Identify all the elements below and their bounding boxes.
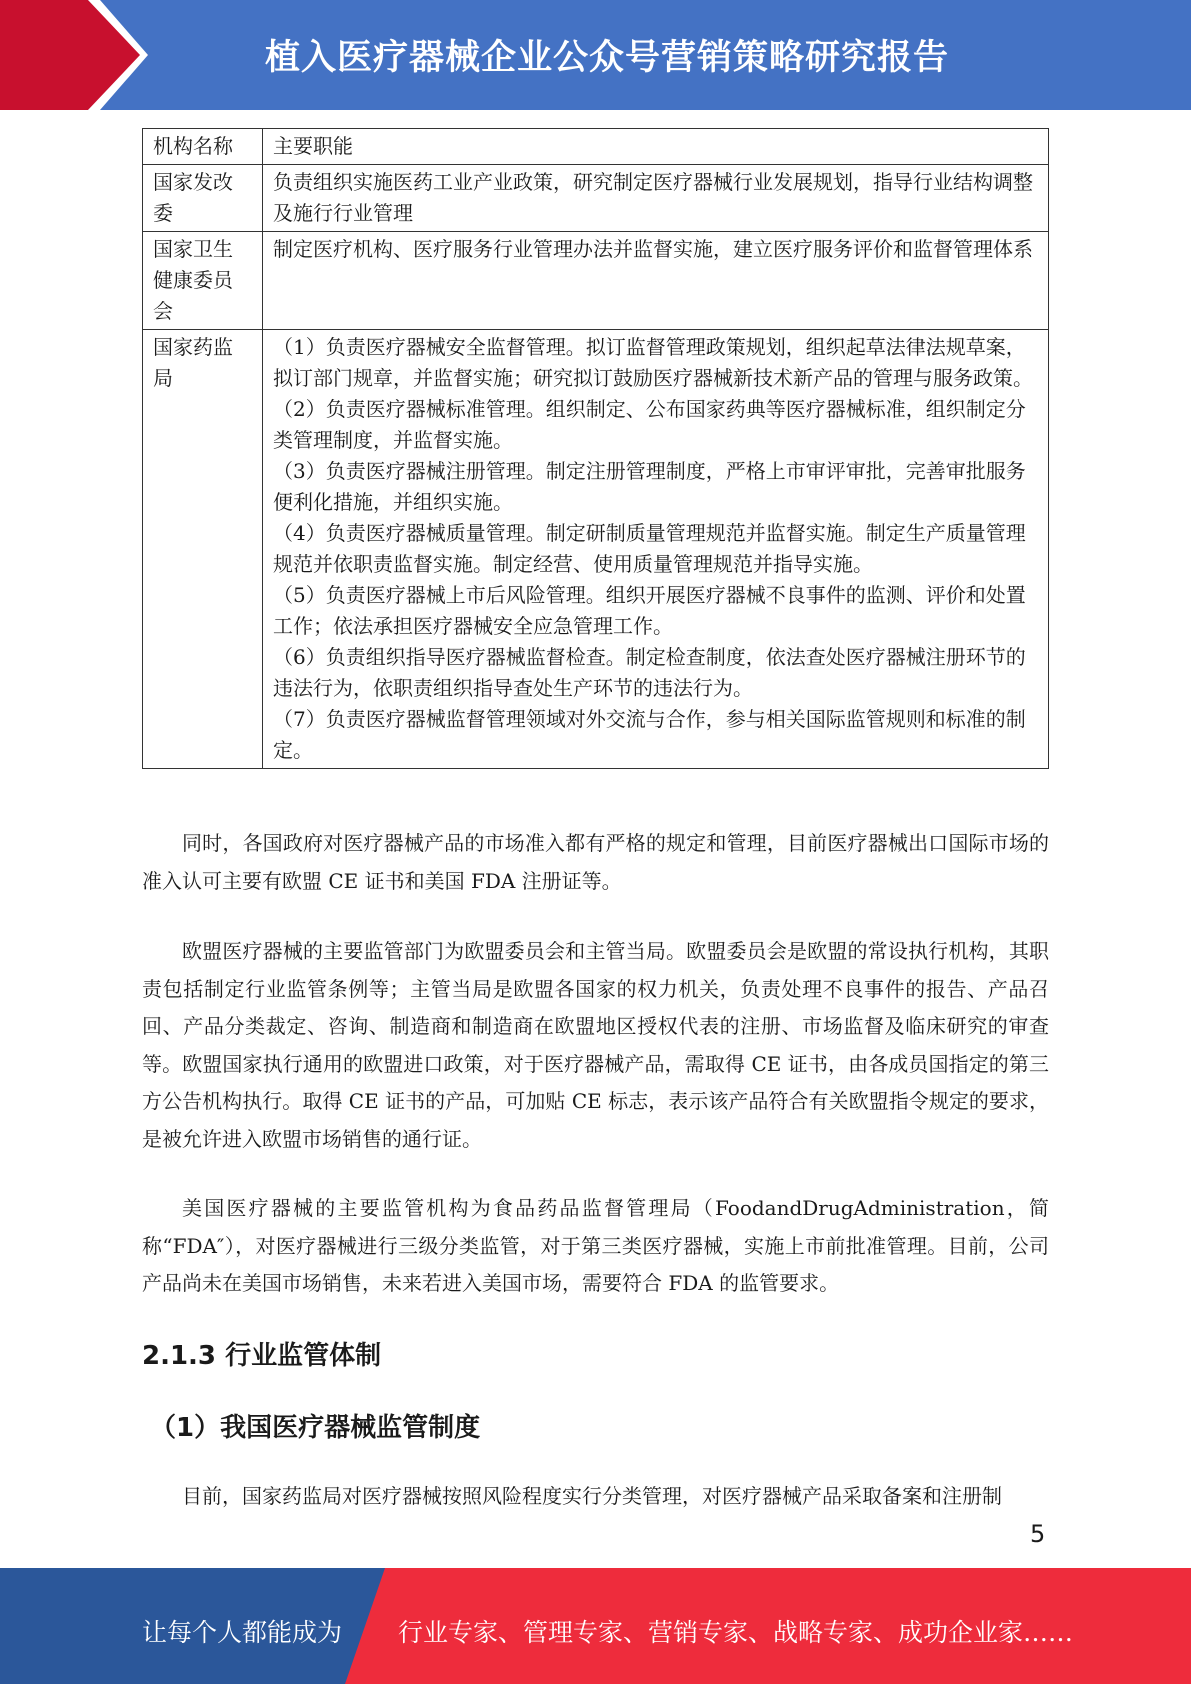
duty-item: （6）负责组织指导医疗器械监督检查。制定检查制度，依法查处医疗器械注册环节的违法行为，依职责组织指导查处生产环节的违法行为。 (273, 645, 1026, 700)
header-arrow-decoration (0, 0, 150, 110)
paragraph-eu-regulation: 欧盟医疗器械的主要监管部门为欧盟委员会和主管当局。欧盟委员会是欧盟的常设执行机构，其职责包括制定行业监管条例等；主管当局是欧盟各国家的权力机关，负责处理不良事件的报告、产品召回、产品分类裁定、咨询、制造商和制造商在欧盟地区授权代表的注册、市场监督及临床研究的审查等。欧盟国家执行通用的欧盟进口政策，对于医疗器械产品，需取得 CE 证书，由各成员国指定的第三方公告机构执行。取得 CE 证书的产品，可加贴 CE 标志，表示该产品符合有关欧盟指令规定的要求，是被允许进入欧盟市场销售的通行证。 (142, 939, 1049, 1151)
page-number: 5 (1030, 1520, 1046, 1548)
table-cell-duties (263, 165, 1049, 232)
table-header-org: 机构名称 (143, 129, 263, 165)
table-header-row (143, 129, 1049, 165)
table-cell-org: 国家药监局 (143, 330, 263, 769)
table-row (143, 165, 1049, 232)
table-cell-org: 国家发改委 (143, 165, 263, 232)
section-heading: 2.1.3 行业监管体制 (142, 1341, 382, 1371)
table-cell-org: 国家卫生健康委员会 (143, 232, 263, 330)
paragraph-china-regulation: 目前，国家药监局对医疗器械按照风险程度实行分类管理，对医疗器械产品采取备案和注册制 (182, 1484, 1002, 1508)
paragraph-market-access: 同时，各国政府对医疗器械产品的市场准入都有严格的规定和管理，目前医疗器械出口国际市场的准入认可主要有欧盟 CE 证书和美国 FDA 注册证等。 (142, 831, 1049, 893)
paragraph-us-regulation: 美国医疗器械的主要监管机构为食品药品监督管理局（FoodandDrugAdministration，简称“FDA″），对医疗器械进行三级分类监管，对于第三类医疗器械，实施上市前批准管理。目前，公司产品尚未在美国市场销售，未来若进入美国市场，需要符合 FDA 的监管要求。 (142, 1196, 1049, 1295)
report-title: 植入医疗器械企业公众号营销策略研究报告 (265, 38, 950, 78)
duty-item: （4）负责医疗器械质量管理。制定研制质量管理规范并监督实施。制定生产质量管理规范并依职责监督实施。制定经营、使用质量管理规范并指导实施。 (273, 521, 1026, 576)
duty-item: （3）负责医疗器械注册管理。制定注册管理制度，严格上市审评审批，完善审批服务便利化措施，并组织实施。 (273, 459, 1026, 514)
agency-duties-table (142, 128, 1049, 769)
page-footer (0, 1568, 1191, 1684)
footer-slogan-right: 行业专家、管理专家、营销专家、战略专家、成功企业家…… (398, 1618, 1074, 1647)
table-row (143, 232, 1049, 330)
duty-item: （5）负责医疗器械上市后风险管理。组织开展医疗器械不良事件的监测、评价和处置工作；依法承担医疗器械安全应急管理工作。 (273, 583, 1026, 638)
duty-item: 制定医疗机构、医疗服务行业管理办法并监督实施，建立医疗服务评价和监督管理体系 (273, 237, 1033, 261)
table-cell-duties (263, 232, 1049, 330)
duty-item: 负责组织实施医药工业产业政策，研究制定医疗器械行业发展规划，指导行业结构调整及施行行业管理 (273, 170, 1033, 225)
page-header (0, 0, 1191, 110)
table-header-duties: 主要职能 (263, 129, 1049, 165)
duty-item: （7）负责医疗器械监督管理领域对外交流与合作，参与相关国际监管规则和标准的制定。 (273, 707, 1026, 762)
duty-item: （2）负责医疗器械标准管理。组织制定、公布国家药典等医疗器械标准，组织制定分类管理制度，并监督实施。 (273, 397, 1026, 452)
table-cell-duties (263, 330, 1049, 769)
table-row (143, 330, 1049, 769)
subsection-heading: （1）我国医疗器械监管制度 (150, 1413, 481, 1443)
duty-item: （1）负责医疗器械安全监督管理。拟订监督管理政策规划，组织起草法律法规草案，拟订部门规章，并监督实施；研究拟订鼓励医疗器械新技术新产品的管理与服务政策。 (273, 335, 1033, 390)
footer-slogan-left: 让每个人都能成为 (142, 1618, 343, 1647)
